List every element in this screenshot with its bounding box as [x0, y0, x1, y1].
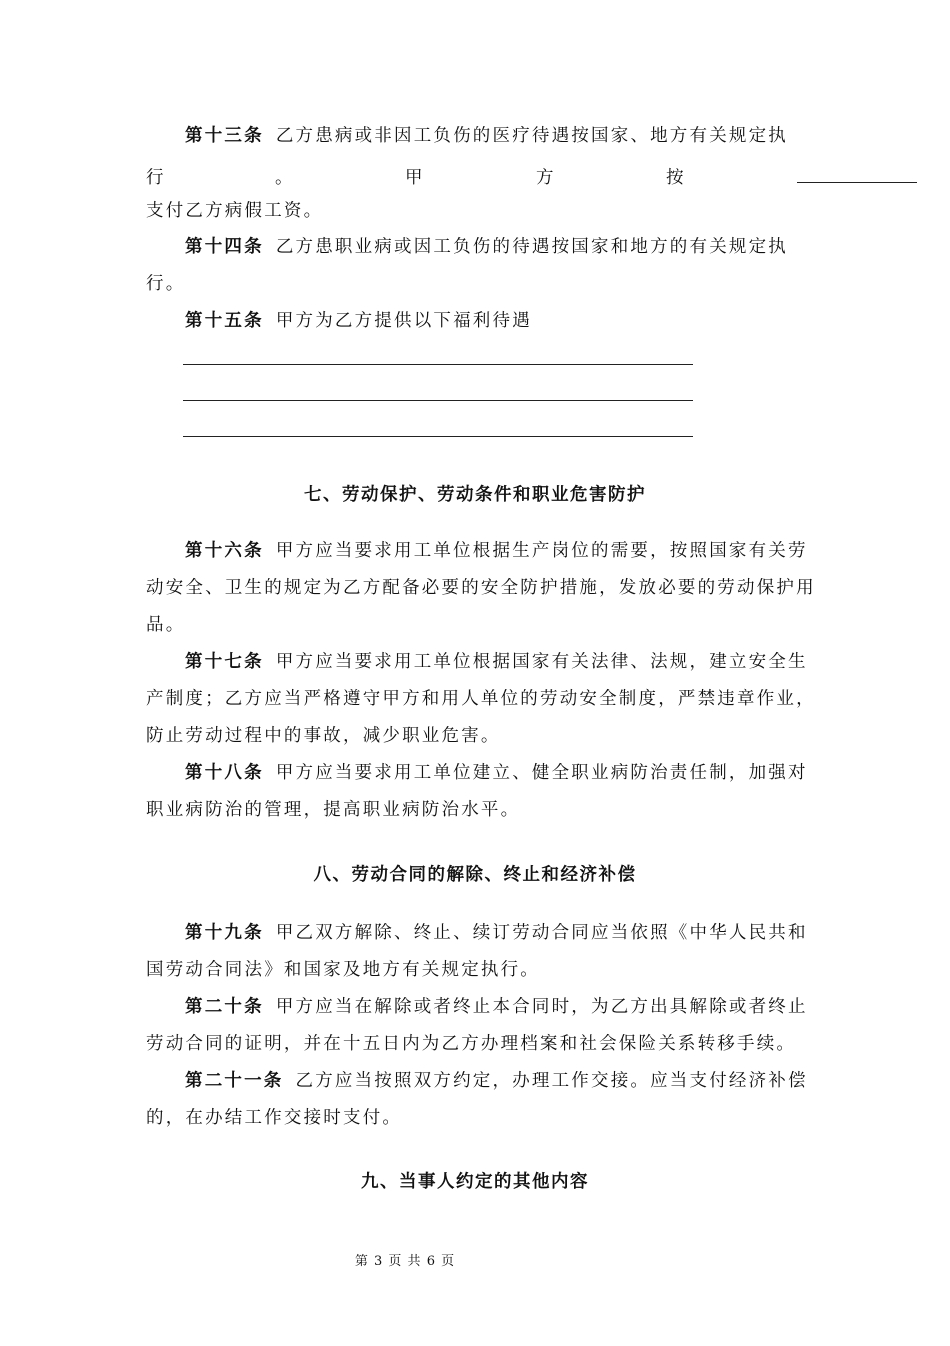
article-14-label: 第十四条: [185, 237, 264, 257]
article-15-label: 第十五条: [185, 311, 264, 331]
article-16-line-2: 动安全、卫生的规定为乙方配备必要的安全防护措施，发放必要的劳动保护用: [146, 578, 816, 598]
article-19-line-1: [185, 923, 808, 944]
article-18-line-1: [185, 763, 808, 784]
article-16-text: 甲方应当要求用工单位根据生产岗位的需要，按照国家有关劳: [275, 541, 808, 561]
article-16-label: 第十六条: [185, 541, 264, 561]
article-19-text: 甲乙双方解除、终止、续订劳动合同应当依照《中华人民共和: [275, 923, 808, 943]
article-13-text: 乙方患病或非因工负伤的医疗待遇按国家、地方有关规定执: [275, 126, 789, 146]
article-17-line-2: 产制度；乙方应当严格遵守甲方和用人单位的劳动安全制度，严禁违章作业，: [146, 689, 816, 709]
footer-suffix: 页: [441, 1254, 456, 1269]
article-13-line-3: 支付乙方病假工资。: [146, 201, 324, 221]
article-18-label: 第十八条: [185, 763, 264, 783]
article-21-line-2: 的，在办结工作交接时支付。: [146, 1108, 403, 1128]
section-8-heading: 八、劳动合同的解除、终止和经济补偿: [313, 865, 637, 885]
footer-prefix: 第: [354, 1254, 369, 1269]
article-20-line-1: [185, 997, 808, 1018]
article-13-char-4: 方: [536, 168, 554, 188]
article-15-line-1: [185, 311, 532, 332]
article-18-text: 甲方应当要求用工单位建立、健全职业病防治责任制，加强对: [275, 763, 808, 783]
article-13-char-5: 按: [666, 168, 684, 188]
page-number-footer: [0, 1250, 810, 1269]
article-14-line-2: 行。: [146, 274, 186, 294]
article-13-char-3: 甲: [405, 168, 423, 188]
article-14-line-1: [185, 237, 788, 258]
article-17-line-3: 防止劳动过程中的事故，减少职业危害。: [146, 726, 501, 746]
article-20-label: 第二十条: [185, 997, 264, 1017]
article-13-label: 第十三条: [185, 126, 264, 146]
article-17-text: 甲方应当要求用工单位根据国家有关法律、法规，建立安全生: [275, 652, 808, 672]
article-20-text: 甲方应当在解除或者终止本合同时，为乙方出具解除或者终止: [275, 997, 808, 1017]
article-19-label: 第十九条: [185, 923, 264, 943]
article-13-char-2: 。: [275, 168, 293, 188]
article-18-line-2: 职业病防治的管理，提高职业病防治水平。: [146, 800, 521, 820]
article-13-line-1: [185, 126, 788, 147]
article-17-line-1: [185, 652, 808, 673]
article-21-label: 第二十一条: [185, 1071, 284, 1091]
article-13-char-1: 行: [146, 168, 164, 188]
footer-mid: 页 共: [388, 1254, 422, 1269]
article-16-line-1: [185, 541, 808, 562]
article-16-line-3: 品。: [146, 615, 186, 635]
footer-current-page: 3: [374, 1254, 384, 1269]
benefits-blank-line-3: [183, 436, 693, 437]
article-19-line-2: 国劳动合同法》和国家及地方有关规定执行。: [146, 960, 540, 980]
article-14-text: 乙方患职业病或因工负伤的待遇按国家和地方的有关规定执: [275, 237, 789, 257]
article-21-line-1: [185, 1071, 808, 1092]
benefits-blank-line-2: [183, 400, 693, 401]
section-7-heading: 七、劳动保护、劳动条件和职业危害防护: [304, 485, 646, 505]
footer-total-pages: 6: [426, 1254, 436, 1269]
section-9-heading: 九、当事人约定的其他内容: [361, 1172, 589, 1192]
article-21-text: 乙方应当按照双方约定，办理工作交接。应当支付经济补偿: [295, 1071, 808, 1091]
article-15-text: 甲方为乙方提供以下福利待遇: [275, 311, 532, 331]
benefits-blank-line-1: [183, 364, 693, 365]
article-20-line-2: 劳动合同的证明，并在十五日内为乙方办理档案和社会保险关系转移手续。: [146, 1034, 797, 1054]
article-17-label: 第十七条: [185, 652, 264, 672]
article-13-fill-in-blank: [797, 182, 917, 183]
